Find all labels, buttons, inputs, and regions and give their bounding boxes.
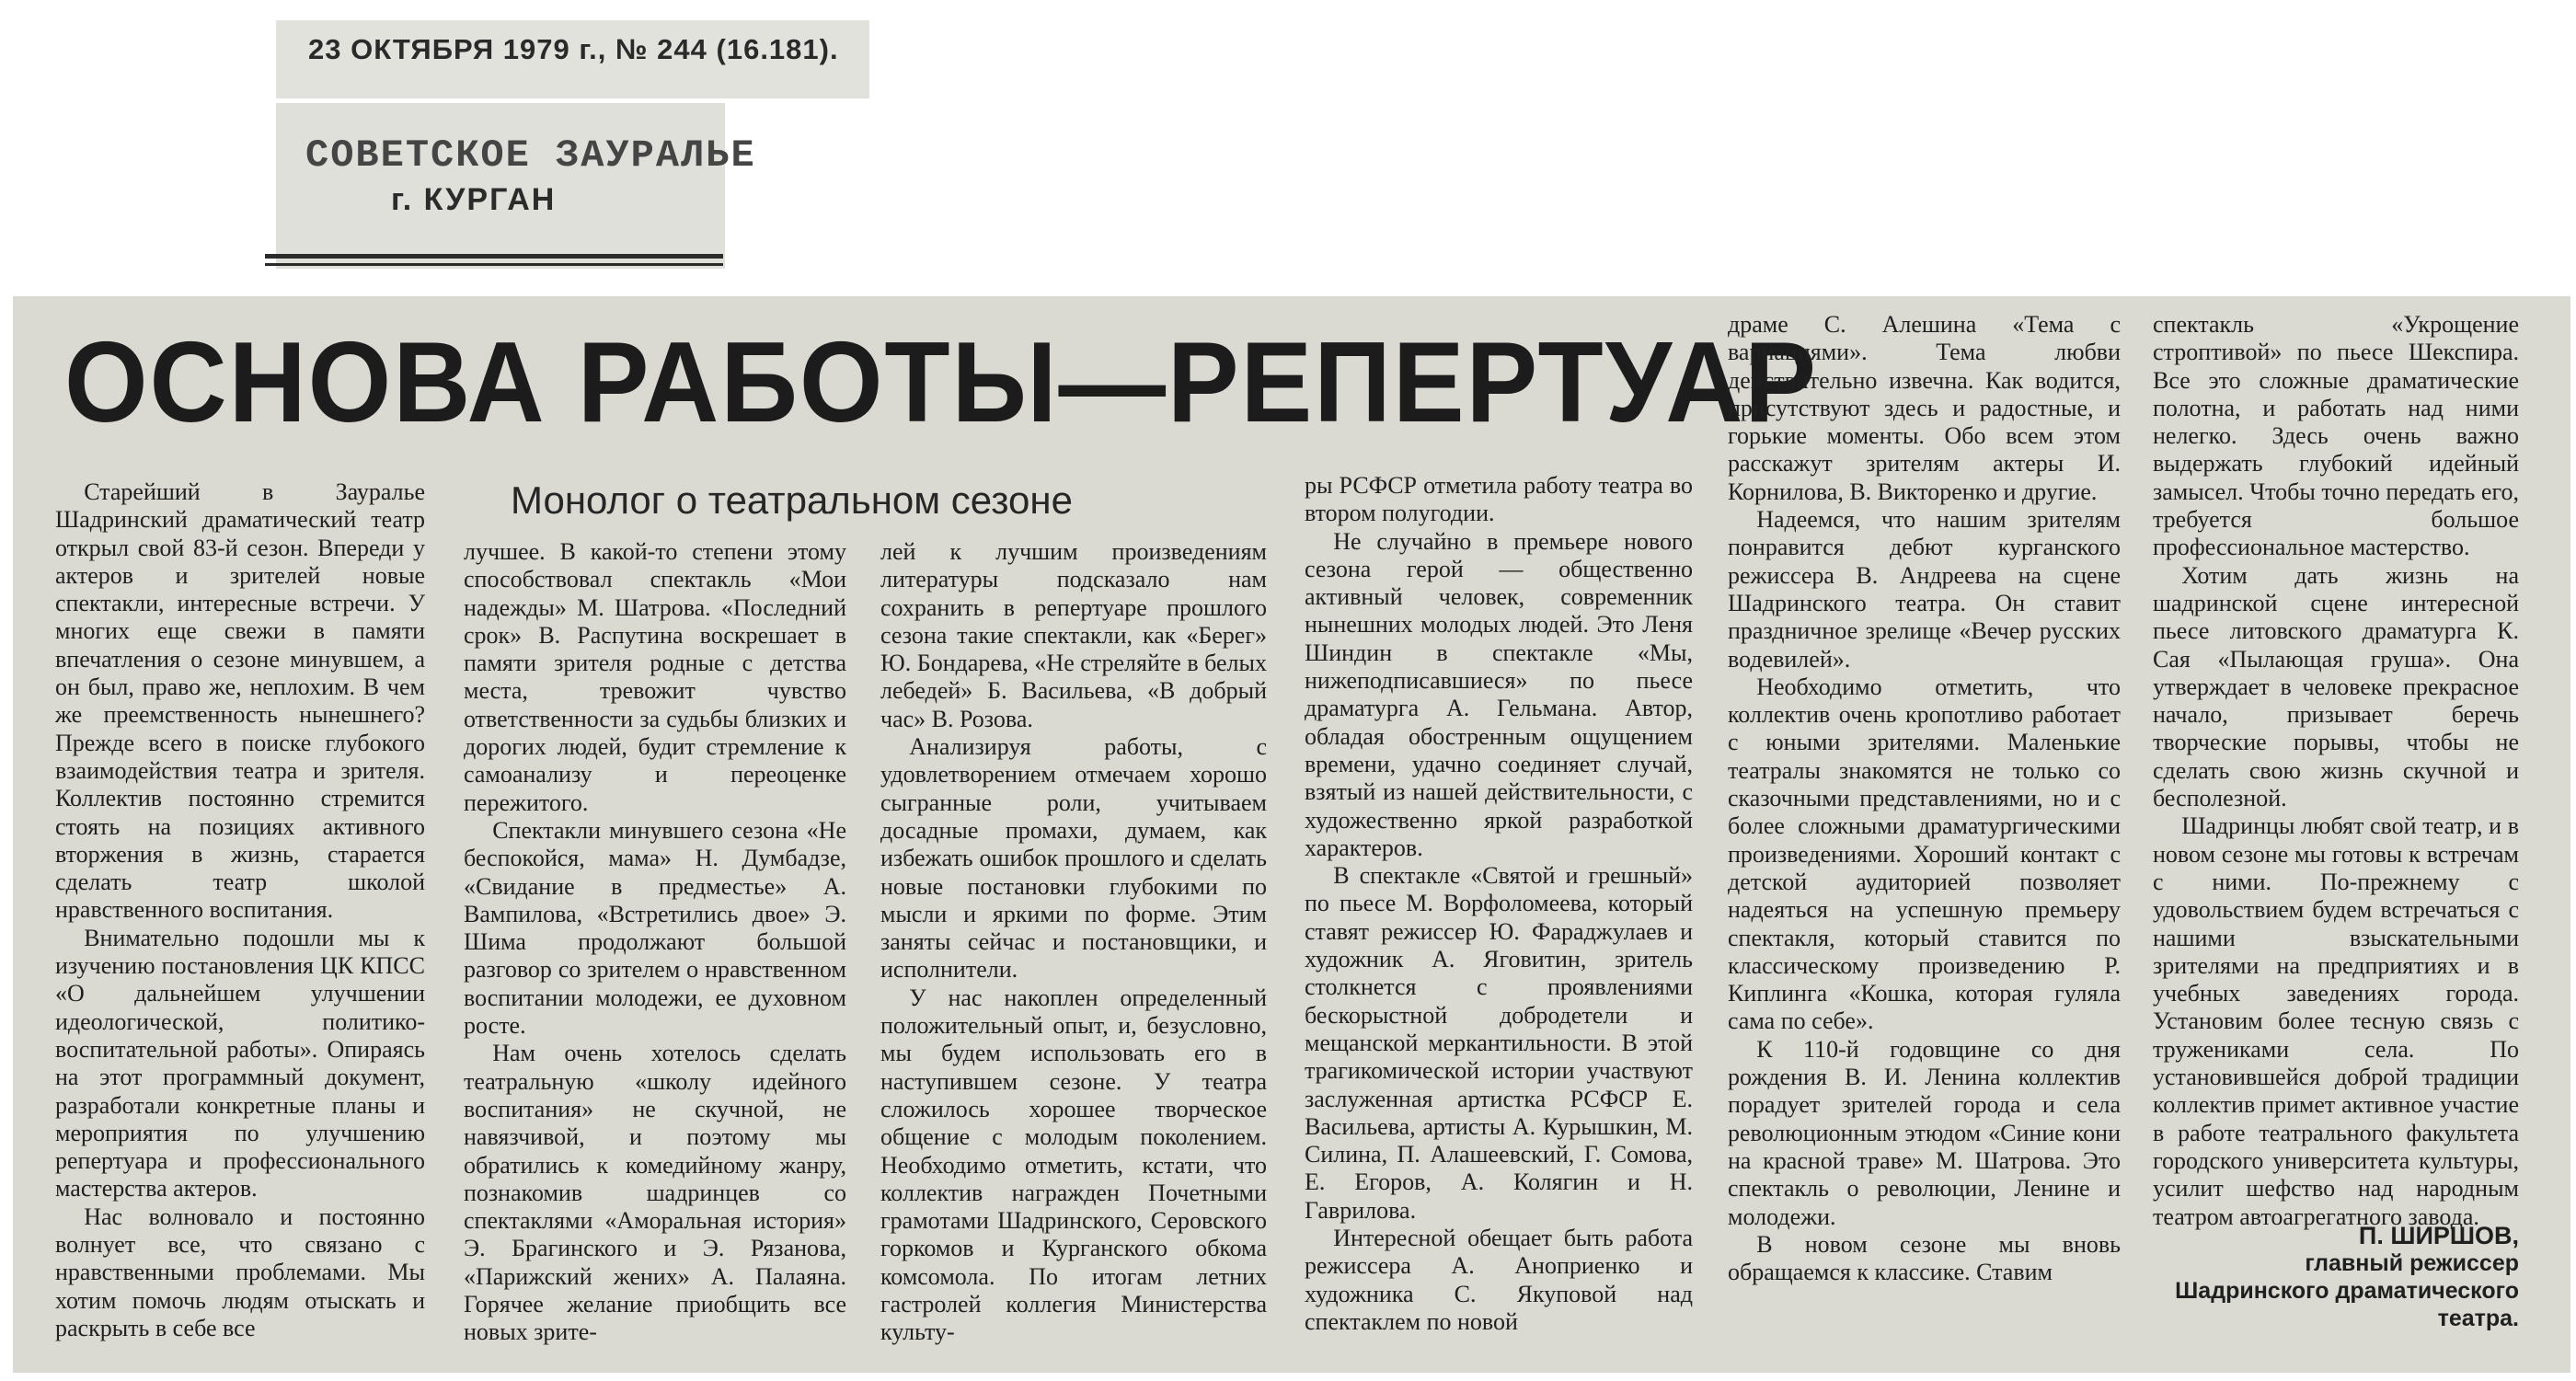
author-signature <box>2153 1222 2519 1332</box>
issue-date-line: 23 ОКТЯБРЯ 1979 г., № 244 (16.181). <box>308 33 839 65</box>
paragraph: Нам очень хотелось сделать театральную «школу идейного воспитания» не скучной, не навязчивой, и поэтому мы обратились к комедийному жанру, познакомив шадринцев со спектаклями «Аморальная история» Э. Брагинского и Э. Рязанова, «Парижский жених» А. Палаяна. Горячее желание приобщить все новых зрите- <box>464 1040 846 1346</box>
article-column-3 <box>880 538 1267 1366</box>
author-name: П. ШИРШОВ, <box>2358 1222 2519 1249</box>
article-column-2 <box>464 538 846 1366</box>
paragraph: Спектакли минувшего сезона «Не беспокойся, мама» Н. Думбадзе, «Свидание в предместье» А. Вампилова, «Встретились двое» Э. Шима продолжают большой разговор со зрителем о нравственном воспитании молодежи, ее духовном росте. <box>464 816 846 1040</box>
paragraph: Шадринцы любят свой театр, и в новом сезоне мы готовы к встречам с ними. По-прежнему с удовольствием будем встречаться с нашими взыскательными зрителями на предприятиях и в учебных заведениях города. Установим более тесную связь с тружениками села. По установившейся доброй традиции коллектив примет активное участие в работе театрального факультета городского университета культуры, усилит шефство над народным театром автоагрегатного завода. <box>2153 812 2519 1230</box>
paragraph: Надеемся, что нашим зрителям понравится дебют курганского режиссера В. Андреева на сцене Шадринского театра. Он ставит праздничное зрелище «Вечер русских водевилей». <box>1728 506 2121 673</box>
article-column-5 <box>1728 311 2121 1366</box>
paragraph: лучшее. В какой-то степени этому способствовал спектакль «Мои надежды» М. Шатрова. «Последний срок» В. Распутина воскрешает в памяти зрителя родные с детства места, тревожит чувство ответственности за судьбы близких и дорогих людей, будит стремление к самоанализу и переоценке пережитого. <box>464 538 846 816</box>
paragraph: Анализируя работы, с удовлетворением отмечаем хорошо сыгранные роли, учитываем досадные промахи, думаем, как избежать ошибок прошлого и сделать новые постановки глубокими по мысли и яркими по форме. Этим заняты сейчас и постановщики, и исполнители. <box>880 733 1267 984</box>
masthead-rule-thick <box>265 254 723 259</box>
paragraph: Необходимо отметить, что коллектив очень кропотливо работает с юными зрителями. Маленькие театралы знакомятся не только со сказочными представлениями, но и с более сложными драматургическими произведениями. Хороший контакт с детской аудиторией позволяет надеяться на успешную премьеру спектакля, который ставится по классическому произведению Р. Киплинга «Кошка, которая гуляла сама по себе». <box>1728 673 2121 1035</box>
author-role: главный режиссер Шадринского драматического театра. <box>2175 1250 2519 1331</box>
paragraph: драме С. Алешина «Тема с вариациями». Тема любви действительно извечна. Как водится, присутствуют здесь и радостные, и горькие моменты. Обо всем этом расскажут зрителям актеры И. Корнилова, В. Викторенко и другие. <box>1728 311 2121 505</box>
paragraph: Старейший в Зауралье Шадринский драматический театр открыл свой 83-й сезон. Впереди у актеров и зрителей новые спектакли, интересные встречи. У многих еще свежи в памяти впечатления о сезоне минувшем, а он был, право же, неплохим. В чем же преемственность нынешнего? Прежде всего в поиске глубокого взаимодействия театра и зрителя. Коллектив постоянно стремится стоять на позициях активного вторжения в жизнь, старается сделать театр школой нравственного воспитания. <box>55 478 425 924</box>
article-subheadline: Монолог о театральном сезоне <box>511 478 1073 522</box>
paragraph: В спектакле «Святой и грешный» по пьесе М. Ворфоломеева, который ставят режиссер Ю. Фараджулаев и художник А. Яговитин, зритель столкнется с проявлениями бескорыстной добродетели и мещанской меркантильности. В этой трагикомической истории участвуют заслуженная артистка РСФСР Е. Васильева, артисты А. Курышкин, М. Силина, П. Алашеевский, Г. Сомова, Е. Егоров, А. Колягин и Н. Гаврилова. <box>1305 862 1693 1224</box>
paragraph: У нас накоплен определенный положительный опыт, и, безусловно, мы будем использовать его в наступившем сезоне. У театра сложилось хорошее творческое общение с молодым поколением. Необходимо отметить, кстати, что коллектив награжден Почетными грамотами Шадринского, Серовского горкомов и Курганского обкома комсомола. По итогам летних гастролей коллегия Министерства культу- <box>880 984 1267 1346</box>
article-headline: ОСНОВА РАБОТЫ—РЕПЕРТУАР <box>64 319 1818 446</box>
paragraph: Внимательно подошли мы к изучению постановления ЦК КПСС «О дальнейшем улучшении идеологической, политико-воспитательной работы». Опираясь на этот программный документ, разработали конкретные планы и мероприятия по улучшению репертуара и профессионального мастерства актеров. <box>55 924 425 1203</box>
paragraph: Не случайно в премьере нового сезона герой — общественно активный человек, современник нынешних молодых людей. Это Леня Шиндин в спектакле «Мы, нижеподписавшиеся» по пьесе драматурга А. Гельмана. Автор, обладая обостренным ощущением времени, удачно соединяет случай, взятый из нашей действительности, с художественно яркой разработкой характеров. <box>1305 527 1693 861</box>
article-column-4 <box>1305 472 1693 1366</box>
paragraph: Хотим дать жизнь на шадринской сцене интересной пьесе литовского драматурга К. Сая «Пылающая груша». Она утверждает в человеке прекрасное начало, призывает беречь творческие порывы, чтобы не сделать свою жизнь скучной и бесполезной. <box>2153 561 2519 812</box>
paragraph: Нас волновало и постоянно волнует все, что связано с нравственными проблемами. Мы хотим помочь людям отыскать и раскрыть в себе все <box>55 1203 425 1341</box>
paragraph: лей к лучшим произведениям литературы подсказало нам сохранить в репертуаре прошлого сезона такие спектакли, как «Берег» Ю. Бондарева, «Не стреляйте в белых лебедей» Б. Васильева, «В добрый час» В. Розова. <box>880 538 1267 732</box>
newspaper-name-stamp: СОВЕТСКОЕ ЗАУРАЛЬЕ <box>305 133 756 178</box>
masthead-rule-thin <box>265 263 723 266</box>
paragraph: ры РСФСР отметила работу театра во втором полугодии. <box>1305 472 1693 527</box>
article-column-6 <box>2153 311 2519 1230</box>
paragraph: спектакль «Укрощение строптивой» по пьесе Шекспира. Все это сложные драматические полотна, и работать над ними нелегко. Здесь очень важно выдержать глубокий идейный замысел. Чтобы точно передать его, требуется большое профессиональное мастерство. <box>2153 311 2519 561</box>
paragraph: К 110-й годовщине со дня рождения В. И. Ленина коллектив порадует зрителей города и села революционным этюдом «Синие кони на красной траве» М. Шатрова. Это спектакль о революции, Ленине и молодежи. <box>1728 1035 2121 1230</box>
paragraph: В новом сезоне мы вновь обращаемся к классике. Ставим <box>1728 1230 2121 1286</box>
paragraph: Интересной обещает быть работа режиссера А. Аноприенко и художника С. Якуповой над спектаклем по новой <box>1305 1225 1693 1335</box>
newspaper-city-stamp: г. КУРГАН <box>391 182 557 217</box>
article-column-1 <box>55 478 425 1366</box>
